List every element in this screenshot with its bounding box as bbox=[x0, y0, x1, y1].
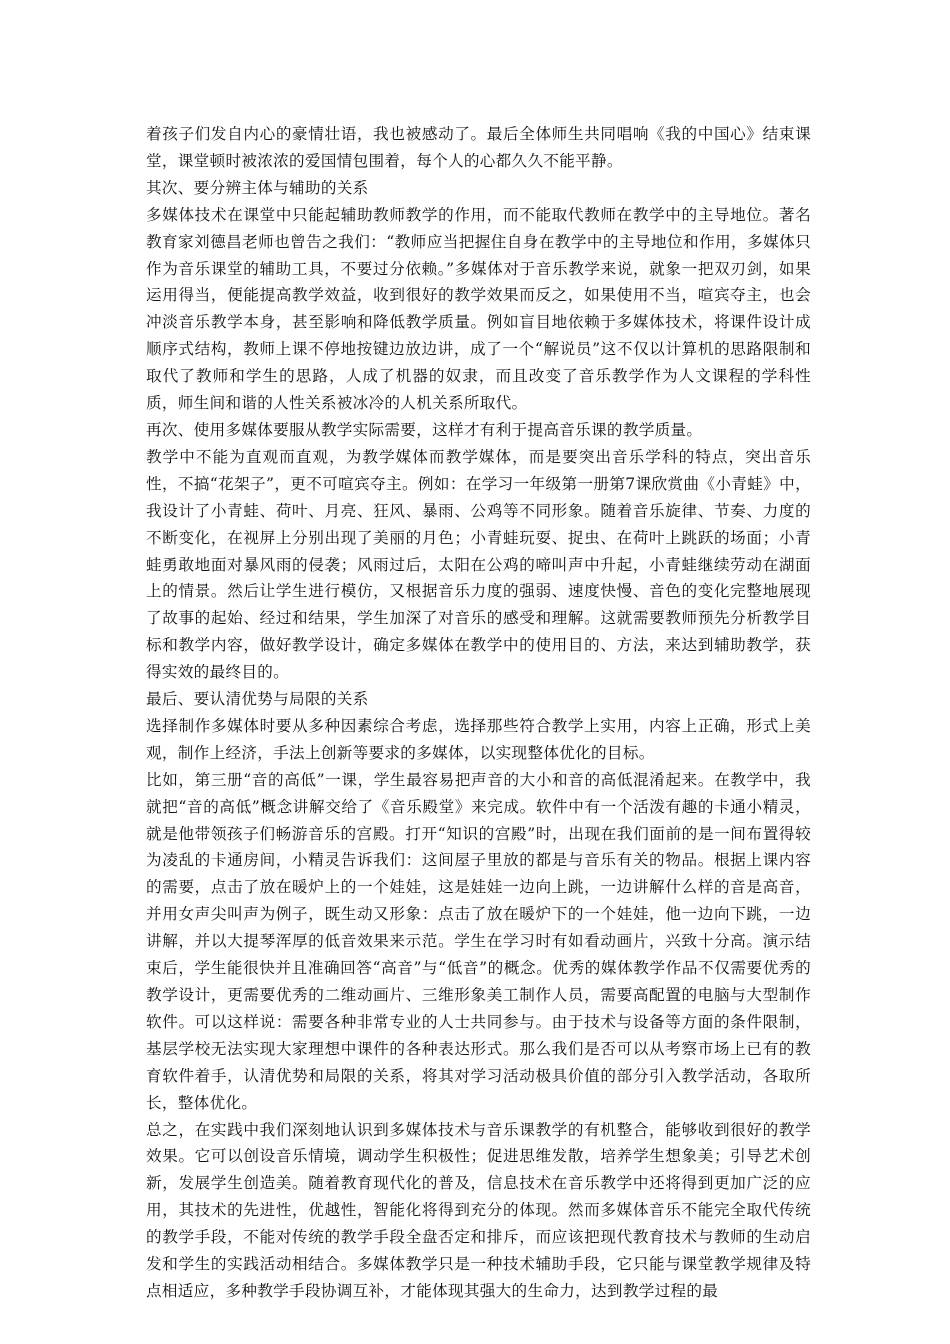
paragraph-conclusion: 总之，在实践中我们深刻地认识到多媒体技术与音乐课教学的有机整合，能够收到很好的教学效果。它可以创设音乐情境，调动学生积极性；促进思维发散，培养学生想象美；引导艺术创新，发展学生创造美。随着教育现代化的普及，信息技术在音乐教学中还将得到更加广泛的应用，其技术的先进性，优越性，智能化将得到充分的体现。然而多媒体音乐不能完全取代传统的教学手段，不能对传统的教学手段全盘否定和排斥，而应该把现代教育技术与教师的生动启发和学生的实践活动相结合。多媒体教学只是一种技术辅助手段，它只能与课堂教学规律及特点相适应，多种教学手段协调互补，才能体现其强大的生命力，达到教学过程的最 bbox=[146, 1120, 811, 1300]
paragraph-little-frog-example: 教学中不能为直观而直观，为教学媒体而教学媒体，而是要突出音乐学科的特点，突出音乐性，不搞“花架子”，更不可喧宾夺主。例如：在学习一年级第一册第7课欣赏曲《小青蛙》中，我设计了小青蛙、荷叶、月亮、狂风、暴雨、公鸡等不同形象。随着音乐旋律、节奏、力度的不断变化，在视屏上分别出现了美丽的月色；小青蛙玩耍、捉虫、在荷叶上跳跃的场面；小青蛙勇敢地面对暴风雨的侵袭；风雨过后，太阳在公鸡的啼叫声中升起，小青蛙继续劳动在湖面上的情景。然后让学生进行模仿，又根据音乐力度的强弱、速度快慢、音色的变化完整地展现了故事的起始、经过和结果，学生加深了对音乐的感受和理解。这就需要教师预先分析教学目标和教学内容，做好教学设计，确定多媒体在教学中的使用目的、方法，来达到辅助教学，获得实效的最终目的。 bbox=[146, 447, 811, 682]
paragraph-continuation: 着孩子们发自内心的豪情壮语，我也被感动了。最后全体师生共同唱响《我的中国心》结束课堂，课堂顿时被浓浓的爱国情包围着，每个人的心都久久不能平静。 bbox=[146, 125, 811, 170]
section-heading-teaching-needs: 再次、使用多媒体要服从教学实际需要，这样才有利于提高音乐课的教学质量。 bbox=[146, 420, 703, 439]
document-body bbox=[146, 121, 811, 1305]
paragraph-pitch-lesson-example: 比如，第三册“音的高低”一课，学生最容易把声音的大小和音的高低混淆起来。在教学中，我就把“音的高低”概念讲解交给了《音乐殿堂》来完成。软件中有一个活泼有趣的卡通小精灵，就是他带领孩子们畅游音乐的宫殿。打开“知识的宫殿”时，出现在我们面前的是一间布置得较为凌乱的卡通房间，小精灵告诉我们：这间屋子里放的都是与音乐有关的物品。根据上课内容的需要，点击了放在暖炉上的一个娃娃，这是娃娃一边向上跳，一边讲解什么样的音是高音，并用女声尖叫声为例子，既生动又形象：点击了放在暖炉下的一个娃娃，他一边向下跳，一边讲解，并以大提琴浑厚的低音效果来示范。学生在学习时有如看动画片，兴致十分高。演示结束后，学生能很快并且准确回答“高音”与“低音”的概念。优秀的媒体教学作品不仅需要优秀的教学设计，更需要优秀的二维动画片、三维形象美工制作人员，需要高配置的电脑与大型制作软件。可以这样说：需要各种非常专业的人士共同参与。由于技术与设备等方面的条件限制，基层学校无法实现大家理想中课件的各种表达形式。那么我们是否可以从考察市场上已有的教育软件着手，认清优势和局限的关系，将其对学习活动极具价值的部分引入教学活动，各取所长，整体优化。 bbox=[146, 770, 811, 1112]
section-heading-advantages-and-limits: 最后、要认清优势与局限的关系 bbox=[146, 690, 369, 709]
paragraph-auxiliary-role: 多媒体技术在课堂中只能起辅助教师教学的作用，而不能取代教师在教学中的主导地位。著名教育家刘德昌老师也曾告之我们：“教师应当把握住自身在教学中的主导地位和作用，多媒体只作为音乐课堂的辅助工具，不要过分依赖。”多媒体对于音乐教学来说，就象一把双刃剑，如果运用得当，便能提高教学效益，收到很好的教学效果而反之，如果使用不当，喧宾夺主，也会冲淡音乐教学本身，甚至影响和降低教学质量。例如盲目地依赖于多媒体技术，将课件设计成顺序式结构，教师上课不停地按键边放边讲，成了一个“解说员”这不仅以计算机的思路限制和取代了教师和学生的思路，人成了机器的奴隶，而且改变了音乐教学作为人文课程的学科性质，师生间和谐的人性关系被冰冷的人机关系所取代。 bbox=[146, 205, 811, 413]
section-heading-subject-and-auxiliary: 其次、要分辨主体与辅助的关系 bbox=[146, 178, 369, 197]
paragraph-selection-criteria: 选择制作多媒体时要从多种因素综合考虑，选择那些符合教学上实用，内容上正确，形式上美观，制作上经济，手法上创新等要求的多媒体，以实现整体优化的目标。 bbox=[146, 716, 811, 762]
